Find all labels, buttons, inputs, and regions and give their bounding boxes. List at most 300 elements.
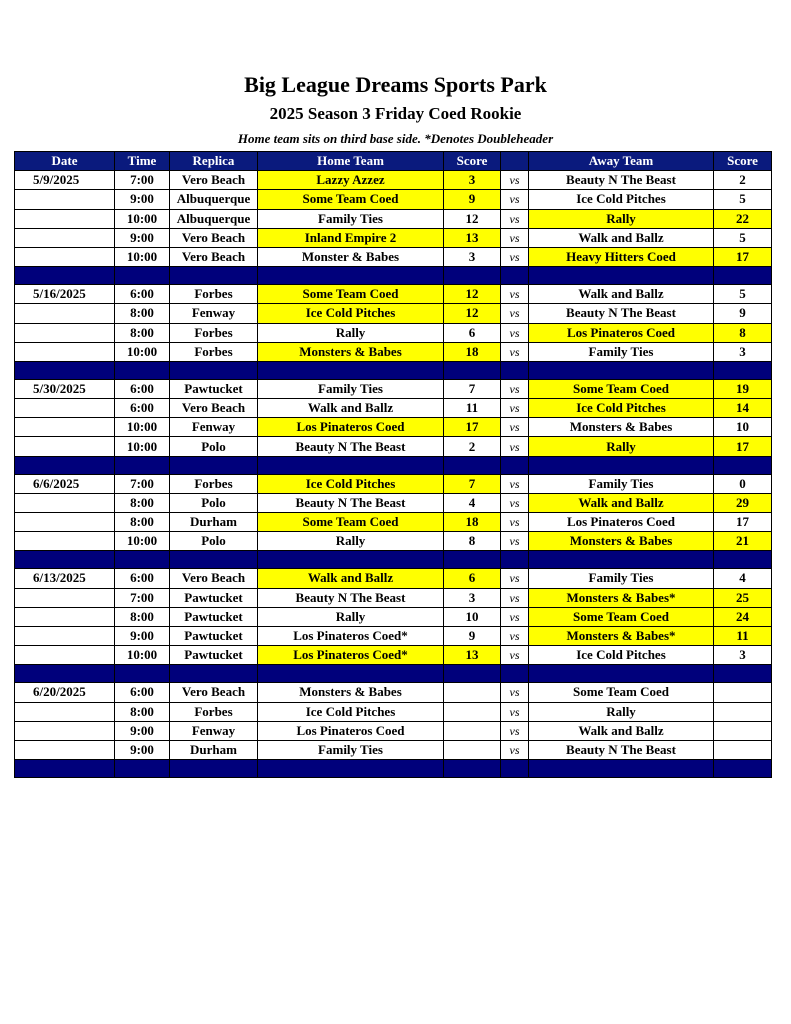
date-cell: [15, 493, 115, 512]
home-score-cell: 8: [444, 532, 501, 551]
away-team-cell: Rally: [529, 437, 714, 456]
date-cell: [15, 607, 115, 626]
separator-cell: [115, 267, 170, 285]
time-cell: 6:00: [115, 399, 170, 418]
separator-cell: [15, 267, 115, 285]
vs-cell: vs: [501, 323, 529, 342]
home-team-cell: Los Pinateros Coed: [258, 418, 444, 437]
vs-cell: vs: [501, 342, 529, 361]
away-score-cell: 11: [714, 626, 772, 645]
time-cell: 7:00: [115, 171, 170, 190]
home-score-cell: 10: [444, 607, 501, 626]
away-score-cell: [714, 683, 772, 702]
separator-cell: [444, 760, 501, 778]
vs-cell: vs: [501, 513, 529, 532]
time-cell: 8:00: [115, 607, 170, 626]
table-row: [15, 474, 772, 493]
date-cell: [15, 228, 115, 247]
home-score-cell: [444, 740, 501, 759]
date-cell: [15, 304, 115, 323]
home-team-cell: Some Team Coed: [258, 285, 444, 304]
home-score-cell: 9: [444, 626, 501, 645]
date-cell: [15, 190, 115, 209]
away-score-cell: 9: [714, 304, 772, 323]
separator-cell: [529, 456, 714, 474]
away-score-cell: 25: [714, 588, 772, 607]
week-separator-row: [15, 267, 772, 285]
replica-cell: Forbes: [170, 474, 258, 493]
schedule-body: [15, 171, 772, 778]
separator-cell: [501, 361, 529, 379]
away-team-cell: Beauty N The Beast: [529, 304, 714, 323]
table-row: [15, 323, 772, 342]
away-team-cell: Some Team Coed: [529, 379, 714, 398]
vs-cell: vs: [501, 569, 529, 588]
week-separator-row: [15, 456, 772, 474]
home-team-cell: Los Pinateros Coed*: [258, 646, 444, 665]
time-cell: 8:00: [115, 323, 170, 342]
home-team-cell: Family Ties: [258, 379, 444, 398]
separator-cell: [115, 456, 170, 474]
date-cell: [15, 342, 115, 361]
separator-cell: [714, 456, 772, 474]
vs-cell: vs: [501, 702, 529, 721]
home-score-cell: 7: [444, 474, 501, 493]
home-team-cell: Ice Cold Pitches: [258, 474, 444, 493]
home-team-cell: Los Pinateros Coed: [258, 721, 444, 740]
table-row: [15, 209, 772, 228]
separator-cell: [115, 551, 170, 569]
time-cell: 10:00: [115, 209, 170, 228]
separator-cell: [501, 760, 529, 778]
date-cell: 5/9/2025: [15, 171, 115, 190]
away-team-cell: Walk and Ballz: [529, 721, 714, 740]
home-team-cell: Rally: [258, 607, 444, 626]
away-score-cell: 24: [714, 607, 772, 626]
away-team-cell: Los Pinateros Coed: [529, 323, 714, 342]
home-score-cell: 12: [444, 209, 501, 228]
separator-cell: [714, 551, 772, 569]
page-title: Big League Dreams Sports Park: [244, 72, 547, 97]
table-row: [15, 702, 772, 721]
replica-cell: Vero Beach: [170, 171, 258, 190]
time-cell: 6:00: [115, 683, 170, 702]
table-row: [15, 190, 772, 209]
page-note: Home team sits on third base side. *Denotes Doubleheader: [237, 131, 554, 146]
table-row: [15, 532, 772, 551]
separator-cell: [258, 267, 444, 285]
replica-cell: Polo: [170, 532, 258, 551]
week-separator-row: [15, 361, 772, 379]
home-score-cell: 13: [444, 646, 501, 665]
away-team-cell: Monsters & Babes*: [529, 626, 714, 645]
vs-cell: vs: [501, 646, 529, 665]
vs-cell: vs: [501, 399, 529, 418]
table-row: [15, 607, 772, 626]
replica-cell: Vero Beach: [170, 683, 258, 702]
home-team-cell: Family Ties: [258, 740, 444, 759]
home-team-cell: Lazzy Azzez: [258, 171, 444, 190]
vs-cell: vs: [501, 626, 529, 645]
away-score-cell: 5: [714, 285, 772, 304]
separator-cell: [444, 361, 501, 379]
away-score-cell: [714, 740, 772, 759]
home-team-cell: Los Pinateros Coed*: [258, 626, 444, 645]
separator-cell: [115, 361, 170, 379]
away-score-cell: 5: [714, 190, 772, 209]
away-team-cell: Monsters & Babes: [529, 418, 714, 437]
away-team-cell: Ice Cold Pitches: [529, 646, 714, 665]
home-score-cell: 12: [444, 304, 501, 323]
date-cell: 6/20/2025: [15, 683, 115, 702]
separator-cell: [15, 551, 115, 569]
vs-cell: vs: [501, 247, 529, 266]
header-row: [15, 152, 772, 171]
date-cell: [15, 209, 115, 228]
home-team-cell: Some Team Coed: [258, 190, 444, 209]
separator-cell: [15, 456, 115, 474]
home-score-cell: 4: [444, 493, 501, 512]
away-score-cell: 2: [714, 171, 772, 190]
home-team-cell: Walk and Ballz: [258, 399, 444, 418]
col-header-vs: [501, 152, 529, 171]
away-score-cell: 3: [714, 342, 772, 361]
separator-cell: [501, 456, 529, 474]
away-score-cell: 17: [714, 437, 772, 456]
away-team-cell: Walk and Ballz: [529, 493, 714, 512]
separator-cell: [258, 760, 444, 778]
replica-cell: Forbes: [170, 342, 258, 361]
table-row: [15, 285, 772, 304]
home-team-cell: Beauty N The Beast: [258, 493, 444, 512]
schedule-table: [14, 151, 772, 778]
away-score-cell: 22: [714, 209, 772, 228]
date-cell: [15, 532, 115, 551]
separator-cell: [444, 551, 501, 569]
table-row: [15, 437, 772, 456]
vs-cell: vs: [501, 437, 529, 456]
separator-cell: [529, 551, 714, 569]
date-cell: 6/6/2025: [15, 474, 115, 493]
separator-cell: [529, 665, 714, 683]
col-header-home-team: Home Team: [258, 152, 444, 171]
home-team-cell: Monster & Babes: [258, 247, 444, 266]
home-team-cell: Beauty N The Beast: [258, 588, 444, 607]
away-team-cell: Monsters & Babes: [529, 532, 714, 551]
home-score-cell: 3: [444, 171, 501, 190]
replica-cell: Forbes: [170, 285, 258, 304]
separator-cell: [529, 267, 714, 285]
separator-cell: [714, 267, 772, 285]
away-team-cell: Los Pinateros Coed: [529, 513, 714, 532]
date-cell: [15, 721, 115, 740]
away-score-cell: 8: [714, 323, 772, 342]
home-team-cell: Ice Cold Pitches: [258, 702, 444, 721]
replica-cell: Forbes: [170, 323, 258, 342]
week-separator-row: [15, 665, 772, 683]
away-score-cell: [714, 721, 772, 740]
home-score-cell: 17: [444, 418, 501, 437]
home-team-cell: Rally: [258, 532, 444, 551]
home-score-cell: 2: [444, 437, 501, 456]
separator-cell: [529, 361, 714, 379]
away-score-cell: 3: [714, 646, 772, 665]
home-score-cell: [444, 702, 501, 721]
replica-cell: Pawtucket: [170, 379, 258, 398]
date-cell: [15, 740, 115, 759]
date-cell: [15, 323, 115, 342]
home-score-cell: 3: [444, 247, 501, 266]
home-score-cell: 13: [444, 228, 501, 247]
time-cell: 9:00: [115, 626, 170, 645]
vs-cell: vs: [501, 532, 529, 551]
home-team-cell: Beauty N The Beast: [258, 437, 444, 456]
away-score-cell: 29: [714, 493, 772, 512]
home-team-cell: Some Team Coed: [258, 513, 444, 532]
home-score-cell: 11: [444, 399, 501, 418]
separator-cell: [170, 760, 258, 778]
vs-cell: vs: [501, 171, 529, 190]
replica-cell: Forbes: [170, 702, 258, 721]
home-score-cell: [444, 721, 501, 740]
time-cell: 6:00: [115, 569, 170, 588]
away-score-cell: 10: [714, 418, 772, 437]
vs-cell: vs: [501, 190, 529, 209]
date-cell: [15, 247, 115, 266]
replica-cell: Albuquerque: [170, 190, 258, 209]
replica-cell: Vero Beach: [170, 569, 258, 588]
replica-cell: Fenway: [170, 304, 258, 323]
vs-cell: vs: [501, 228, 529, 247]
date-cell: [15, 588, 115, 607]
separator-cell: [444, 267, 501, 285]
time-cell: 9:00: [115, 721, 170, 740]
time-cell: 10:00: [115, 646, 170, 665]
separator-cell: [170, 665, 258, 683]
table-row: [15, 247, 772, 266]
table-row: [15, 721, 772, 740]
table-row: [15, 569, 772, 588]
separator-cell: [15, 760, 115, 778]
table-row: [15, 399, 772, 418]
home-team-cell: Walk and Ballz: [258, 569, 444, 588]
separator-cell: [714, 361, 772, 379]
table-row: [15, 683, 772, 702]
separator-cell: [258, 665, 444, 683]
home-score-cell: 3: [444, 588, 501, 607]
replica-cell: Durham: [170, 513, 258, 532]
away-score-cell: [714, 702, 772, 721]
replica-cell: Fenway: [170, 721, 258, 740]
replica-cell: Pawtucket: [170, 588, 258, 607]
separator-cell: [15, 361, 115, 379]
away-team-cell: Walk and Ballz: [529, 285, 714, 304]
vs-cell: vs: [501, 474, 529, 493]
away-score-cell: 4: [714, 569, 772, 588]
separator-cell: [170, 267, 258, 285]
time-cell: 6:00: [115, 379, 170, 398]
separator-cell: [258, 551, 444, 569]
separator-cell: [115, 760, 170, 778]
home-team-cell: Family Ties: [258, 209, 444, 228]
vs-cell: vs: [501, 209, 529, 228]
separator-cell: [170, 551, 258, 569]
replica-cell: Pawtucket: [170, 646, 258, 665]
vs-cell: vs: [501, 721, 529, 740]
home-score-cell: 12: [444, 285, 501, 304]
replica-cell: Pawtucket: [170, 607, 258, 626]
time-cell: 7:00: [115, 474, 170, 493]
replica-cell: Vero Beach: [170, 399, 258, 418]
table-row: [15, 171, 772, 190]
replica-cell: Albuquerque: [170, 209, 258, 228]
vs-cell: vs: [501, 740, 529, 759]
table-row: [15, 379, 772, 398]
time-cell: 7:00: [115, 588, 170, 607]
table-row: [15, 626, 772, 645]
time-cell: 9:00: [115, 190, 170, 209]
time-cell: 8:00: [115, 304, 170, 323]
replica-cell: Pawtucket: [170, 626, 258, 645]
away-score-cell: 5: [714, 228, 772, 247]
away-team-cell: Family Ties: [529, 474, 714, 493]
replica-cell: Polo: [170, 437, 258, 456]
separator-cell: [714, 665, 772, 683]
home-team-cell: Monsters & Babes: [258, 342, 444, 361]
away-score-cell: 21: [714, 532, 772, 551]
separator-cell: [170, 456, 258, 474]
away-team-cell: Rally: [529, 702, 714, 721]
week-separator-row: [15, 551, 772, 569]
home-score-cell: 6: [444, 569, 501, 588]
vs-cell: vs: [501, 588, 529, 607]
away-score-cell: 19: [714, 379, 772, 398]
date-cell: [15, 437, 115, 456]
table-row: [15, 588, 772, 607]
time-cell: 10:00: [115, 437, 170, 456]
col-header-replica: Replica: [170, 152, 258, 171]
table-row: [15, 513, 772, 532]
time-cell: 10:00: [115, 342, 170, 361]
date-cell: [15, 399, 115, 418]
vs-cell: vs: [501, 285, 529, 304]
col-header-date: Date: [15, 152, 115, 171]
separator-cell: [444, 456, 501, 474]
separator-cell: [714, 760, 772, 778]
date-cell: [15, 646, 115, 665]
away-team-cell: Ice Cold Pitches: [529, 399, 714, 418]
home-score-cell: 7: [444, 379, 501, 398]
time-cell: 8:00: [115, 513, 170, 532]
table-row: [15, 304, 772, 323]
away-team-cell: Rally: [529, 209, 714, 228]
vs-cell: vs: [501, 493, 529, 512]
away-team-cell: Walk and Ballz: [529, 228, 714, 247]
home-score-cell: 18: [444, 513, 501, 532]
separator-cell: [501, 267, 529, 285]
page-subtitle: 2025 Season 3 Friday Coed Rookie: [269, 104, 522, 123]
time-cell: 9:00: [115, 228, 170, 247]
separator-cell: [501, 665, 529, 683]
time-cell: 10:00: [115, 532, 170, 551]
away-team-cell: Some Team Coed: [529, 683, 714, 702]
away-team-cell: Heavy Hitters Coed: [529, 247, 714, 266]
time-cell: 10:00: [115, 418, 170, 437]
vs-cell: vs: [501, 683, 529, 702]
away-score-cell: 0: [714, 474, 772, 493]
separator-cell: [529, 760, 714, 778]
table-row: [15, 342, 772, 361]
date-cell: [15, 702, 115, 721]
home-team-cell: Inland Empire 2: [258, 228, 444, 247]
home-score-cell: 6: [444, 323, 501, 342]
away-score-cell: 17: [714, 247, 772, 266]
home-score-cell: 18: [444, 342, 501, 361]
col-header-home-score: Score: [444, 152, 501, 171]
away-team-cell: Some Team Coed: [529, 607, 714, 626]
table-row: [15, 228, 772, 247]
time-cell: 6:00: [115, 285, 170, 304]
replica-cell: Vero Beach: [170, 247, 258, 266]
date-cell: 5/30/2025: [15, 379, 115, 398]
separator-cell: [258, 456, 444, 474]
away-team-cell: Ice Cold Pitches: [529, 190, 714, 209]
date-cell: 6/13/2025: [15, 569, 115, 588]
vs-cell: vs: [501, 607, 529, 626]
time-cell: 8:00: [115, 493, 170, 512]
away-team-cell: Monsters & Babes*: [529, 588, 714, 607]
replica-cell: Durham: [170, 740, 258, 759]
home-team-cell: Monsters & Babes: [258, 683, 444, 702]
table-row: [15, 646, 772, 665]
away-team-cell: Beauty N The Beast: [529, 740, 714, 759]
away-team-cell: Family Ties: [529, 569, 714, 588]
date-cell: 5/16/2025: [15, 285, 115, 304]
table-row: [15, 493, 772, 512]
time-cell: 8:00: [115, 702, 170, 721]
vs-cell: vs: [501, 379, 529, 398]
table-row: [15, 740, 772, 759]
separator-cell: [501, 551, 529, 569]
replica-cell: Fenway: [170, 418, 258, 437]
date-cell: [15, 513, 115, 532]
vs-cell: vs: [501, 418, 529, 437]
col-header-away-score: Score: [714, 152, 772, 171]
separator-cell: [15, 665, 115, 683]
col-header-time: Time: [115, 152, 170, 171]
date-cell: [15, 626, 115, 645]
home-team-cell: Rally: [258, 323, 444, 342]
away-team-cell: Family Ties: [529, 342, 714, 361]
vs-cell: vs: [501, 304, 529, 323]
away-score-cell: 14: [714, 399, 772, 418]
separator-cell: [170, 361, 258, 379]
home-score-cell: 9: [444, 190, 501, 209]
col-header-away-team: Away Team: [529, 152, 714, 171]
table-row: [15, 418, 772, 437]
away-team-cell: Beauty N The Beast: [529, 171, 714, 190]
separator-cell: [115, 665, 170, 683]
time-cell: 9:00: [115, 740, 170, 759]
time-cell: 10:00: [115, 247, 170, 266]
away-score-cell: 17: [714, 513, 772, 532]
home-score-cell: [444, 683, 501, 702]
separator-cell: [258, 361, 444, 379]
separator-cell: [444, 665, 501, 683]
replica-cell: Polo: [170, 493, 258, 512]
date-cell: [15, 418, 115, 437]
replica-cell: Vero Beach: [170, 228, 258, 247]
